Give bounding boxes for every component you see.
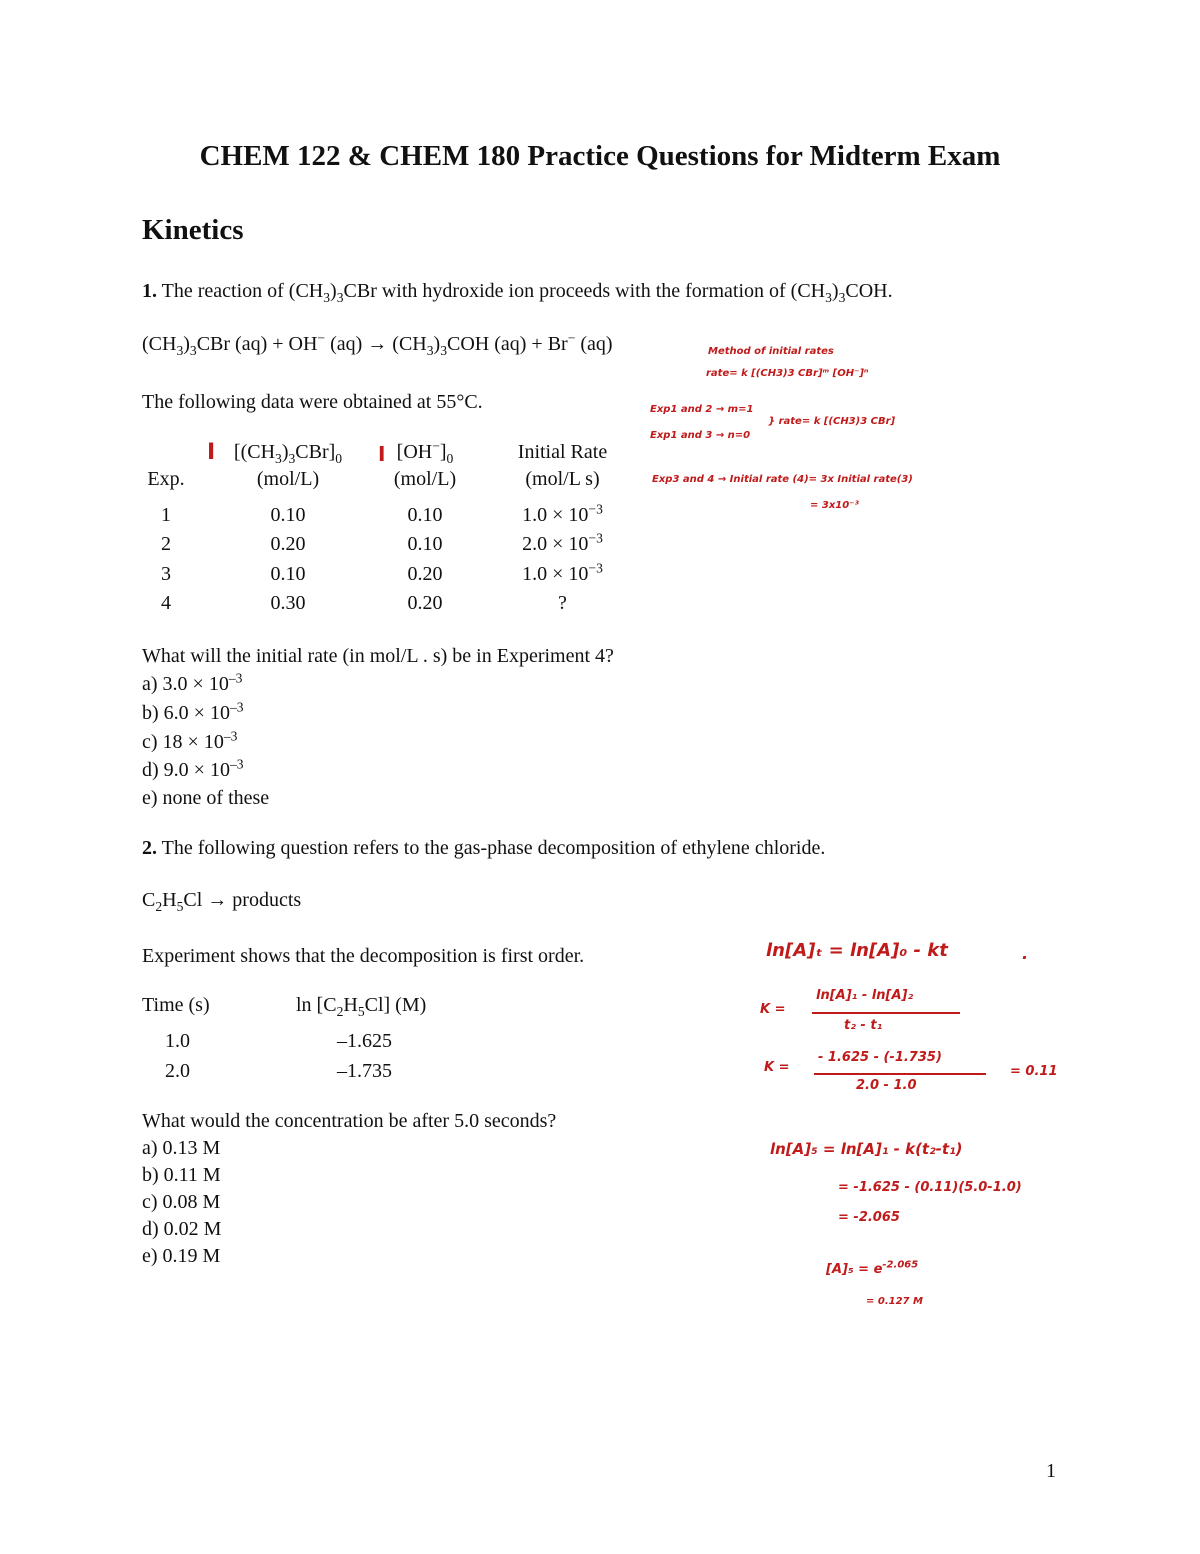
handwritten-note: = -2.065 [838, 1210, 900, 1225]
table-header-rate: Initial Rate [517, 441, 608, 463]
handwritten-note: = 3x10⁻³ [810, 500, 859, 511]
table-cell: $1.0 \times 10^{-3}$ [522, 560, 603, 585]
handwritten-note: = -1.625 - (0.11)(5.0-1.0) [838, 1180, 1022, 1195]
table-header-rate-unit: (mol/L s) [525, 468, 600, 490]
answer-option: c) $18 \times 10^{-3}$ [142, 728, 238, 753]
answer-option: e) 0.19 M [142, 1245, 221, 1267]
handwritten-tick: I [207, 440, 216, 465]
table-cell: $2.0 \times 10^{-3}$ [522, 530, 603, 555]
table-header-oh: $[OH^-]_0$ [396, 438, 454, 466]
table-header-cbr: $[(CH_3)_3CBr]_0$ [233, 441, 343, 466]
handwritten-tick: I [378, 442, 386, 466]
table-cell: 1.0 [165, 1030, 190, 1052]
answer-option: e) none of these [142, 787, 270, 809]
question-number: 2. [142, 837, 157, 859]
page-number: 1 [1046, 1460, 1056, 1482]
question-number: 1. [142, 280, 157, 302]
table-header-time: Time (s) [142, 994, 210, 1016]
answer-option: a) 0.13 M [142, 1137, 221, 1159]
handwritten-note: ln[A]ₜ = ln[A]₀ - kt [766, 940, 948, 961]
answer-option: d) $9.0 \times 10^{-3}$ [142, 756, 244, 781]
handwritten-note: = 0.127 M [866, 1296, 923, 1307]
handwritten-note: $[A]_5 = e^{-2.065}$ [826, 1259, 919, 1277]
table-cell: ? [558, 592, 567, 614]
handwritten-note: . [1022, 944, 1029, 963]
answer-option: c) 0.08 M [142, 1191, 221, 1213]
table-cell: –1.735 [337, 1060, 392, 1082]
table-header-cbr-unit: (mol/L) [256, 468, 320, 490]
handwritten-note: Exp1 and 3 → n=0 [650, 430, 751, 441]
table-cell: $1.0 \times 10^{-3}$ [522, 501, 603, 526]
handwritten-note: 2.0 - 1.0 [856, 1078, 917, 1093]
handwritten-note: K = [760, 1002, 786, 1017]
table-cell: 0.10 [407, 504, 443, 526]
table-header-oh-unit: (mol/L) [393, 468, 457, 490]
table-cell: 1 [161, 504, 171, 526]
table-cell: 0.30 [270, 592, 306, 614]
table-header-exp: Exp. [147, 468, 185, 490]
table-cell: 0.10 [270, 563, 306, 585]
handwritten-note: } rate= k [(CH3)3 CBr] [768, 416, 896, 427]
table-cell: –1.625 [337, 1030, 392, 1052]
table-cell: 2 [161, 533, 171, 555]
handwritten-note: Exp3 and 4 → Initial rate (4)= 3x Initial rate(3) [652, 474, 913, 485]
answer-option: b) $6.0 \times 10^{-3}$ [142, 699, 244, 724]
table-cell: 0.20 [270, 533, 306, 555]
handwritten-note: t₂ - t₁ [844, 1018, 883, 1033]
table-cell: 2.0 [165, 1060, 190, 1082]
table-cell: 0.10 [407, 533, 443, 555]
handwritten-note: Method of initial rates [708, 346, 834, 357]
answer-option: a) $3.0 \times 10^{-3}$ [142, 670, 243, 695]
section-heading: Kinetics [142, 214, 244, 246]
decomposition-reaction: $C_2H_5Cl$ → products [142, 889, 302, 914]
handwritten-note: K = [764, 1060, 790, 1075]
fraction-bar [814, 1073, 986, 1075]
question-1-prompt: What will the initial rate (in mol/L . s) be in Experiment 4? [142, 645, 614, 667]
order-statement: Experiment shows that the decomposition is first order. [142, 945, 585, 967]
handwritten-note: Exp1 and 2 → m=1 [650, 404, 754, 415]
handwritten-note: ln[A]₅ = ln[A]₁ - k(t₂-t₁) [770, 1140, 963, 1158]
table-header-ln: $\ln [C_2H_5Cl]$ (M) [296, 994, 427, 1019]
handwritten-note: ln[A]₁ - ln[A]₂ [816, 988, 914, 1003]
handwritten-note: = 0.11 [1010, 1064, 1058, 1079]
table-cell: 0.10 [270, 504, 306, 526]
answer-option: d) 0.02 M [142, 1218, 222, 1240]
table-cell: 0.20 [407, 592, 443, 614]
question-2-prompt: What would the concentration be after 5.0 seconds? [142, 1110, 557, 1132]
question-1-text: 1. The reaction of $(CH_3)_3CBr$ with hydroxide ion proceeds with the formation of $(CH_3)_3COH$. [142, 280, 893, 305]
fraction-bar [812, 1012, 960, 1014]
data-intro: The following data were obtained at 55°C. [142, 391, 483, 413]
reaction-equation: $(CH_3)_3CBr$ (aq) + OH− $(aq) \to (CH_3)_3COH$ (aq) + Br− (aq) [142, 330, 613, 358]
page-title: CHEM 122 & CHEM 180 Practice Questions for Midterm Exam [199, 140, 1001, 172]
table-cell: 0.20 [407, 563, 443, 585]
handwritten-note: rate= k [(CH3)3 CBr]ᵐ [OH⁻]ⁿ [706, 368, 869, 379]
answer-option: b) 0.11 M [142, 1164, 221, 1186]
handwritten-note: - 1.625 - (-1.735) [818, 1050, 942, 1065]
table-cell: 4 [161, 592, 171, 614]
table-cell: 3 [161, 563, 171, 585]
question-2-text: 2. The following question refers to the gas-phase decomposition of ethylene chloride. [142, 837, 826, 859]
